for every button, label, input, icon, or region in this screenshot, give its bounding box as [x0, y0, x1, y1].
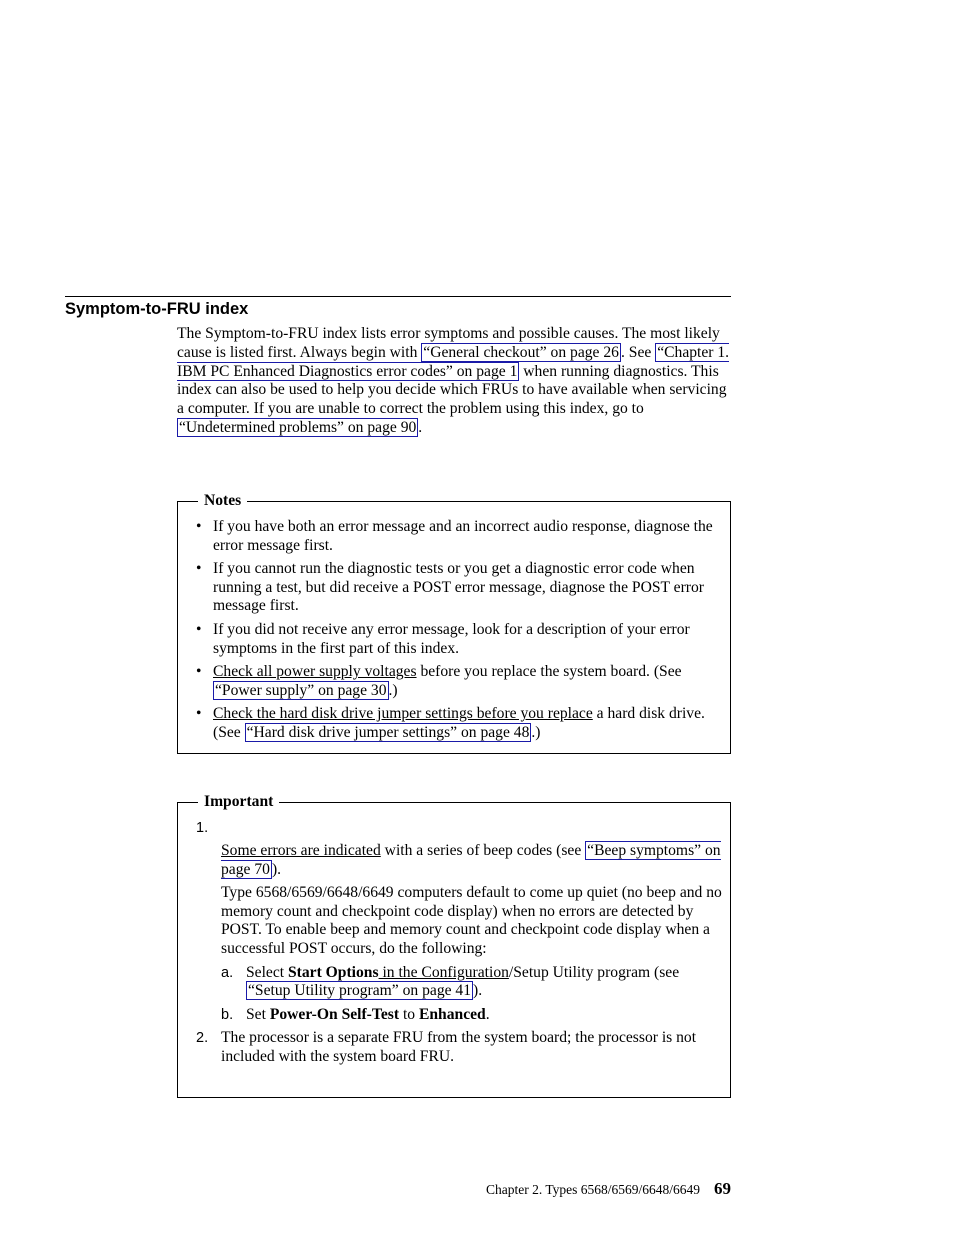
important-title: Important: [198, 792, 279, 812]
step-a: a. Select Start Options in the Configuration/Setup Utility program (see “Setup Utility program” on page 41 ).: [221, 963, 680, 1000]
step-b: b. Set Power-On Self-Test to Enhanced.: [221, 1005, 490, 1023]
note-item: • Check all power supply voltages before you replace the system board. (See “Power supply” on page 30 .): [194, 663, 724, 700]
important-list: [196, 819, 724, 1067]
note-item: • If you cannot run the diagnostic tests or you get a diagnostic error code when running a test, but did receive a POST error message, diagnose the POST error message first.: [194, 560, 724, 616]
link-undetermined-problems[interactable]: “Undetermined problems” on page 90: [179, 418, 417, 436]
beep-paragraph: Some errors are indicated with a series of beep codes (see “Beep symptoms” on page 70 ).: [221, 842, 721, 878]
notes-box: [177, 492, 731, 754]
link-hdd-jumper-settings[interactable]: “Hard disk drive jumper settings” on page 48: [246, 723, 530, 741]
page-number: 69: [714, 1179, 731, 1198]
item-number: 1.: [196, 820, 209, 836]
page-footer: [486, 1178, 731, 1201]
note-item: • If you did not receive any error message, look for a description of your error symptoms in the first part of this index.: [194, 621, 724, 658]
link-beep-symptoms[interactable]: “Beep symptoms” on page 70: [221, 842, 721, 878]
section-rule: [65, 296, 731, 297]
important-box: [177, 793, 731, 1098]
step-letter: a.: [221, 964, 234, 981]
notes-list: [194, 518, 724, 748]
important-item-1: [196, 819, 724, 1024]
quiet-paragraph: Type 6568/6569/6648/6649 computers default to come up quiet (no beep and no memory count and checkpoint code display) when no errors are detected by POST. To enable beep and memory count and checkpoint code display when a successful POST occurs, do the following:: [221, 884, 722, 957]
link-general-checkout[interactable]: “General checkout” on page 26: [423, 343, 619, 361]
important-item-2: 2. The processor is a separate FRU from the system board; the processor is not included with the system board FRU.: [196, 1029, 697, 1065]
notes-title: Notes: [198, 491, 247, 511]
link-power-supply[interactable]: “Power supply” on page 30: [215, 681, 387, 699]
note-item: • If you have both an error message and an incorrect audio response, diagnose the error message first.: [194, 518, 724, 555]
footer-chapter: Chapter 2. Types 6568/6569/6648/6649: [485, 1182, 700, 1197]
link-chapter-1[interactable]: “Chapter 1. IBM PC Enhanced Diagnostics error codes” on page 1: [177, 343, 730, 380]
note-item: • Check the hard disk drive jumper settings before you replace a hard disk drive. (See “Hard disk drive jumper settings” on page 48 .): [194, 705, 724, 742]
link-setup-utility[interactable]: “Setup Utility program” on page 41: [248, 982, 472, 1000]
step-letter: b.: [221, 1006, 234, 1023]
intro-paragraph: The Symptom-to-FRU index lists error symptoms and possible causes. The most likely cause is listed first. Always begin with “General checkout” on page 26 . See “Chapter 1. IBM PC Enhanced Diagnostics error codes” on page 1 when running diagnostics. This index can also be used to help you decide which FRUs to have available when servicing a computer. If you are unable to correct the problem using this index, go to “Undetermined problems” on page 90 .: [177, 325, 730, 436]
section-title: Symptom-to-FRU index: [65, 300, 249, 318]
item-number: 2.: [196, 1030, 209, 1047]
